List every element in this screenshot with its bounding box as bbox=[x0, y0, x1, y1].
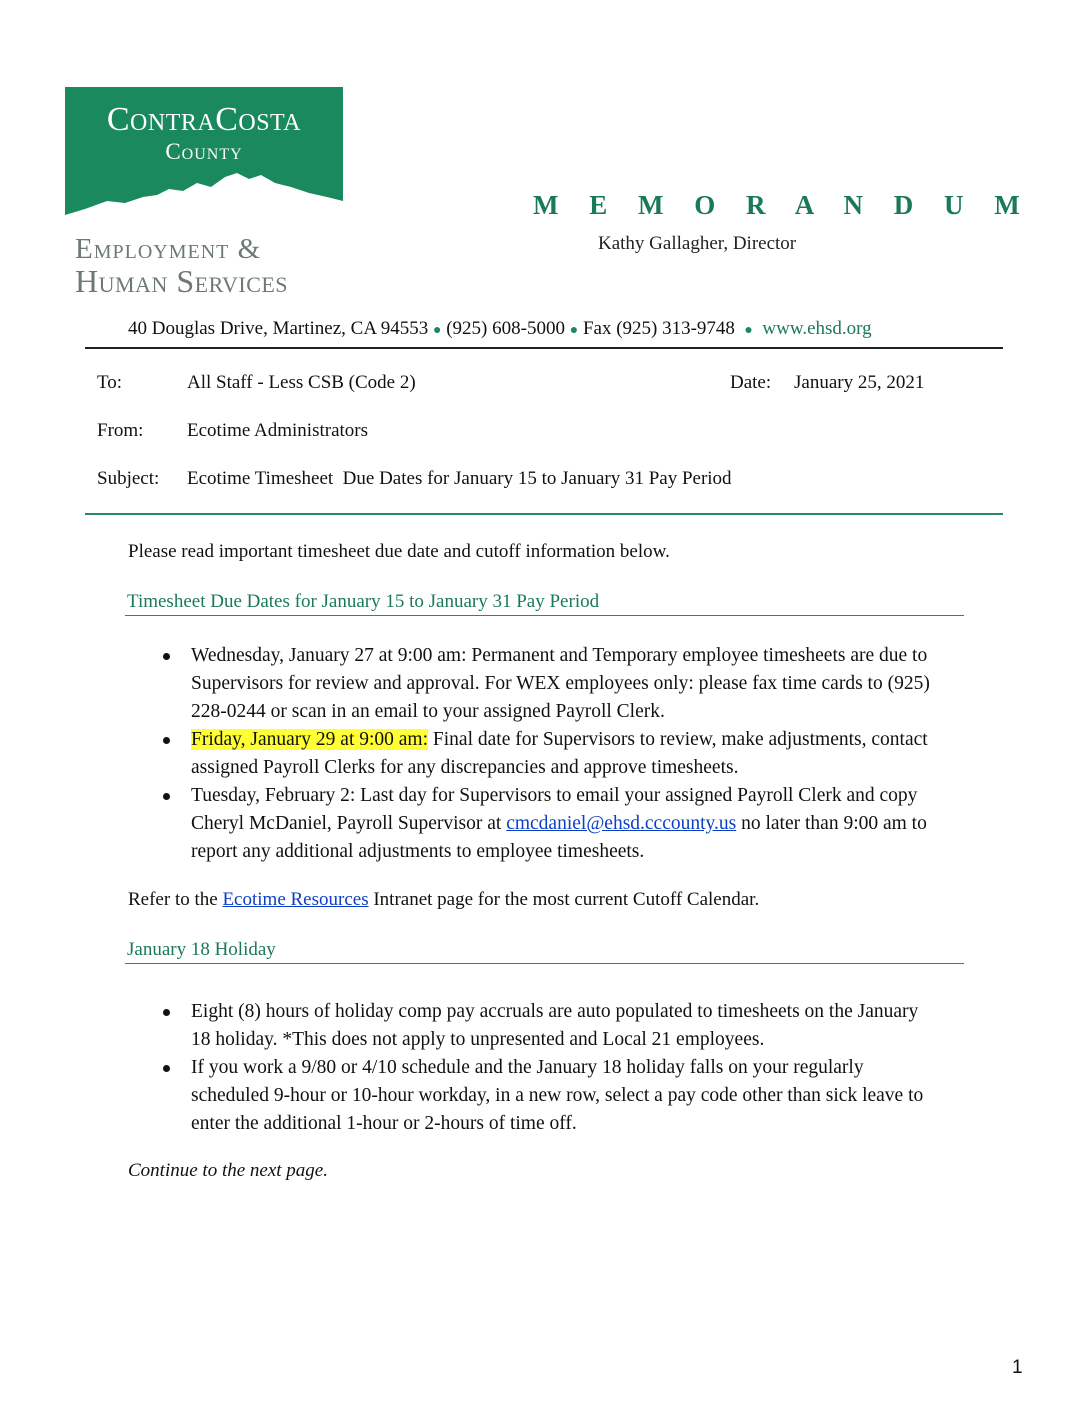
from-label: From: bbox=[97, 420, 144, 441]
payroll-supervisor-email-link[interactable]: cmcdaniel@ehsd.cccounty.us bbox=[506, 813, 737, 834]
bullet-icon bbox=[163, 1009, 170, 1016]
memo-title: M E M O R A N D U M bbox=[533, 190, 1032, 220]
refer-before: Refer to the bbox=[128, 889, 223, 910]
logo-line2: County bbox=[165, 139, 243, 164]
to-value: All Staff - Less CSB (Code 2) bbox=[187, 372, 416, 393]
header-divider bbox=[85, 347, 1003, 349]
due-dates-list bbox=[125, 642, 965, 866]
fax: Fax (925) 313-9748 bbox=[582, 318, 735, 339]
refer-text bbox=[128, 889, 759, 911]
section-rule bbox=[125, 615, 964, 616]
list-item bbox=[125, 782, 965, 866]
highlighted-date: Friday, January 29 at 9:00 am: bbox=[191, 729, 429, 750]
memo-divider bbox=[85, 513, 1003, 515]
section-heading-holiday: January 18 Holiday bbox=[127, 939, 276, 960]
intro-text: Please read important timesheet due date and cutoff information below. bbox=[128, 541, 670, 562]
bullet-dot-icon: ● bbox=[433, 323, 442, 338]
bullet-icon bbox=[163, 1065, 170, 1072]
logo-subtitle-2: Human Services bbox=[75, 263, 289, 299]
subject-label: Subject: bbox=[97, 468, 160, 489]
date-label: Date: bbox=[730, 372, 772, 393]
to-label: To: bbox=[97, 372, 123, 393]
list-item bbox=[125, 998, 925, 1054]
bullet-dot-icon: ● bbox=[569, 323, 579, 338]
due-date-item-3-after: no later than 9:00 am to report any additional adjustments to employee timesheets. bbox=[191, 813, 927, 862]
holiday-list bbox=[125, 998, 925, 1138]
due-date-item-3-before: Tuesday, February 2: Last day for Supervisors to email your assigned Payroll Clerk and copy Cheryl McDaniel, Payroll Supervisor at bbox=[191, 785, 918, 834]
mountain-icon bbox=[65, 171, 343, 231]
website[interactable]: www.ehsd.org bbox=[762, 318, 872, 339]
list-item bbox=[125, 726, 965, 782]
list-item bbox=[125, 1054, 925, 1138]
due-date-item-1: Wednesday, January 27 at 9:00 am: Permanent and Temporary employee timesheets are due to Supervisors for review and approval. For WEX employees only: please fax time cards to (925) 228-0244 or scan in an email to your assigned Payroll Clerk. bbox=[191, 645, 930, 722]
logo bbox=[65, 87, 343, 231]
date-value: January 25, 2021 bbox=[794, 372, 925, 393]
refer-after: Intranet page for the most current Cutoff Calendar. bbox=[368, 889, 760, 910]
continue-note: Continue to the next page. bbox=[128, 1160, 328, 1181]
bullet-icon bbox=[163, 793, 170, 800]
bullet-icon bbox=[163, 737, 170, 744]
logo-subtitle-1: Employment & bbox=[75, 233, 262, 265]
section-rule bbox=[125, 963, 964, 964]
bullet-icon bbox=[163, 653, 170, 660]
ecotime-resources-link[interactable]: Ecotime Resources bbox=[222, 889, 369, 910]
address: 40 Douglas Drive, Martinez, CA 94553 bbox=[128, 318, 429, 339]
address-line bbox=[128, 318, 872, 340]
subject-value: Ecotime Timesheet Due Dates for January 15 to January 31 Pay Period bbox=[187, 468, 732, 489]
holiday-item-2: If you work a 9/80 or 4/10 schedule and the January 18 holiday falls on your regularly scheduled 9-hour or 10-hour workday, in a new row, select a pay code other than sick leave to enter the additional 1-hour or 2-hours of time off. bbox=[191, 1057, 924, 1134]
page-number: 1 bbox=[1012, 1357, 1023, 1378]
phone: (925) 608-5000 bbox=[446, 318, 565, 339]
director: Kathy Gallagher, Director bbox=[598, 233, 797, 254]
list-item bbox=[125, 642, 965, 726]
holiday-item-1: Eight (8) hours of holiday comp pay accruals are auto populated to timesheets on the January 18 holiday. *This does not apply to unpresented and Local 21 employees. bbox=[191, 1001, 919, 1050]
bullet-dot-icon: ● bbox=[744, 323, 753, 338]
from-value: Ecotime Administrators bbox=[187, 420, 369, 441]
logo-line1: ContraCosta bbox=[106, 101, 302, 138]
due-date-item-2: Final date for Supervisors to review, make adjustments, contact assigned Payroll Clerks for any discrepancies and approve timesheets. bbox=[191, 729, 928, 778]
section-heading-due-dates: Timesheet Due Dates for January 15 to January 31 Pay Period bbox=[127, 591, 600, 612]
